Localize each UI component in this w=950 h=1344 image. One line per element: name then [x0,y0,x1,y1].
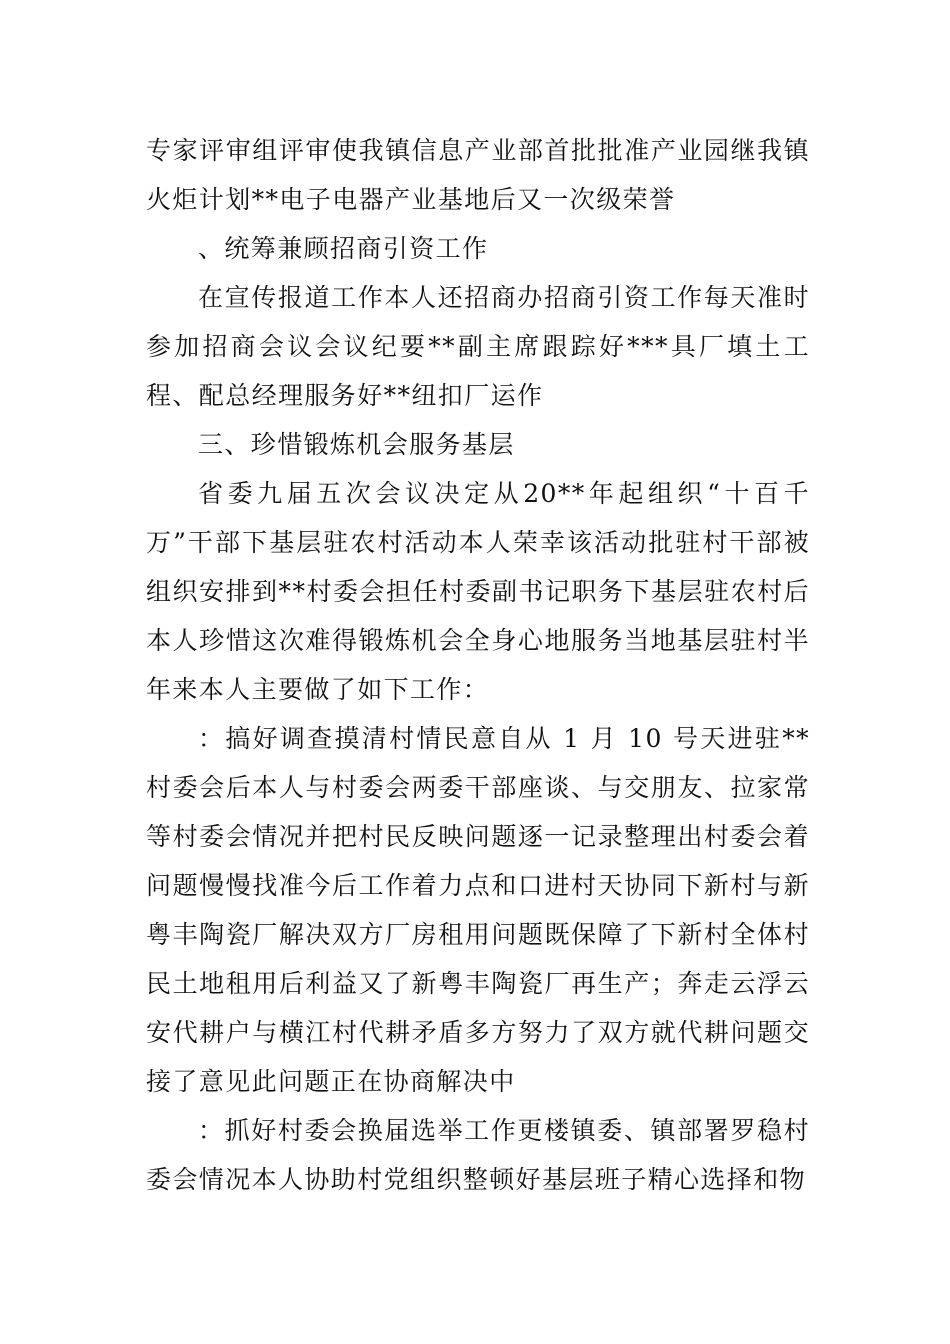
paragraph-6: ：搞好调查摸清村情民意自从 1 月 10 号天进驻**村委会后本人与村委会两委干部座谈、与交朋友、拉家常等村委会情况并把村民反映问题逐一记录整理出村委会着问题慢慢找准今后工作着力点和口进村天协同下新村与新粤丰陶瓷厂解决双方厂房租用问题既保障了下新村全体村民土地租用后利益又了新粤丰陶瓷厂再生产；奔走云浮云安代耕户与横江村代耕矛盾多方努力了双方就代耕问题交接了意见此问题正在协商解决中 [146,724,810,1096]
paragraph-4: 三、珍惜锻炼机会服务基层 [198,430,515,459]
paragraph-5: 省委九届五次会议决定从20**年起组织“十百千万”干部下基层驻农村活动本人荣幸该活动批驻村干部被组织安排到**村委会担任村委副书记职务下基层驻农村后本人珍惜这次难得锻炼机会全身心地服务当地基层驻村半年来本人主要做了如下工作： [146,479,810,704]
document-body [146,126,810,1204]
paragraph-1: 专家评审组评审使我镇信息产业部首批批准产业园继我镇火炬计划**电子电器产业基地后又一次级荣誉 [146,136,810,214]
paragraph-3: 在宣传报道工作本人还招商办招商引资工作每天准时参加招商会议会议纪要**副主席跟踪好***具厂填土工程、配总经理服务好**纽扣厂运作 [146,283,810,410]
paragraph-7: ：抓好村委会换届选举工作更楼镇委、镇部署罗稳村委会情况本人协助村党组织整顿好基层班子精心选择和物 [146,1116,810,1194]
paragraph-2: 、统筹兼顾招商引资工作 [198,234,489,263]
